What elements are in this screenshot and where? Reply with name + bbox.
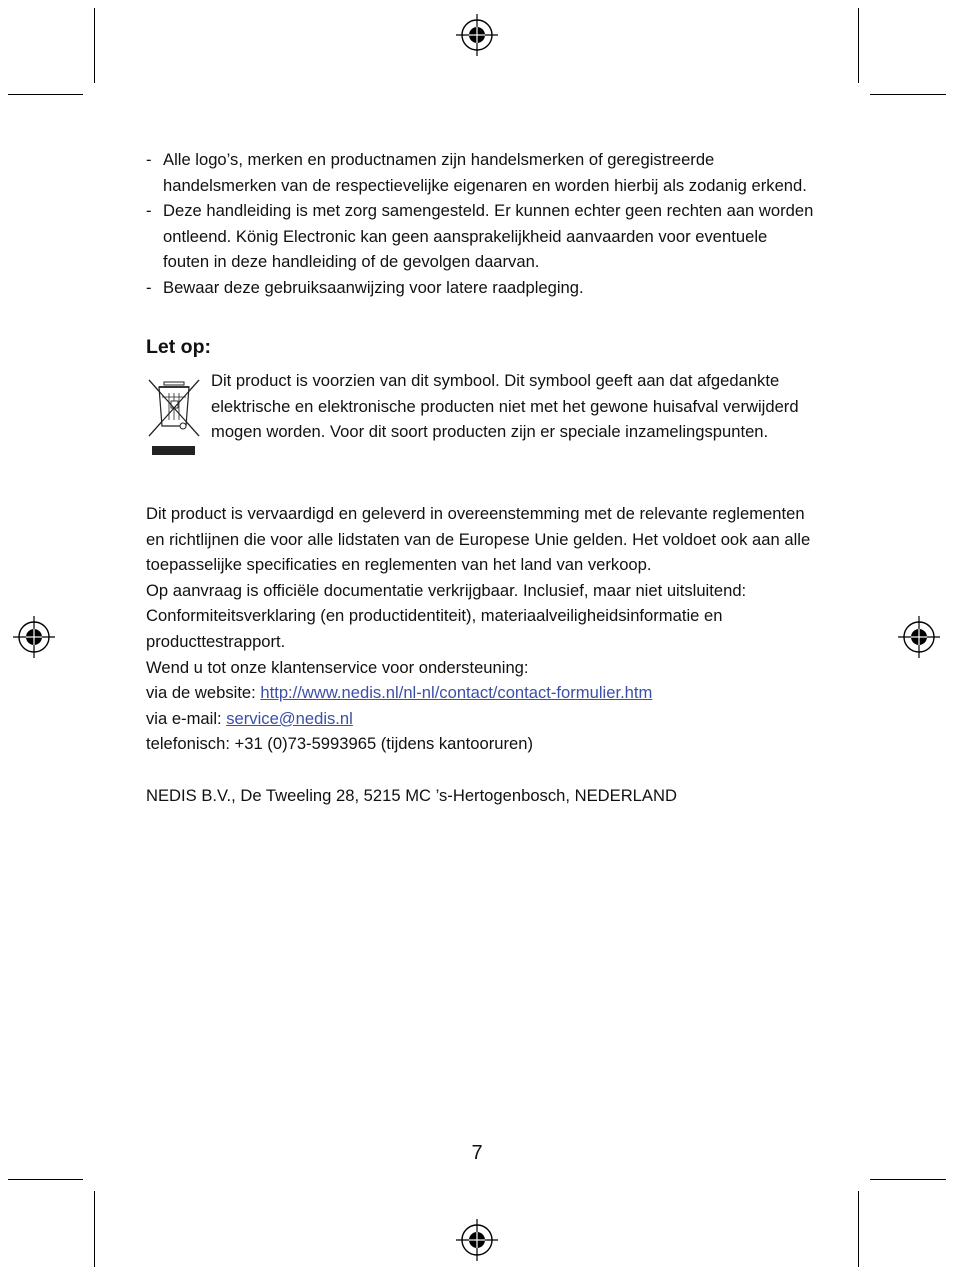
warning-heading: Let op: <box>146 336 211 358</box>
disclaimer-list <box>146 147 816 301</box>
list-item <box>146 275 816 301</box>
support-intro: Wend u tot onze klantenservice voor ondersteuning: <box>146 657 529 677</box>
crop-mark <box>94 8 95 83</box>
crop-mark <box>94 1191 95 1267</box>
documentation-paragraph: Op aanvraag is officiële documentatie verkrijgbaar. Inclusief, maar niet uitsluitend: Conformiteitsverklaring (en productidentiteit), materiaalveiligheidsinformatie en producttestrapport. <box>146 580 747 651</box>
crop-mark <box>870 94 946 95</box>
bullet-dash: - <box>146 150 152 169</box>
website-label: via de website: <box>146 683 261 703</box>
registration-mark-icon <box>454 1217 500 1263</box>
registration-mark-icon <box>11 614 57 660</box>
crop-mark <box>870 1179 946 1180</box>
bullet-dash: - <box>146 277 152 297</box>
email-line <box>146 706 818 732</box>
list-item-text: Deze handleiding is met zorg samengesteld. Er kunnen echter geen rechten aan worden ontleend. König Electronic kan geen aansprakelijkheid aanvaarden voor eventuele fouten in deze handleiding of de gevolgen daarvan. <box>163 201 814 272</box>
crop-mark <box>8 94 83 95</box>
website-link[interactable]: http://www.nedis.nl/nl-nl/contact/contact-formulier.htm <box>260 683 653 703</box>
list-item-text: Bewaar deze gebruiksaanwijzing voor latere raadpleging. <box>163 277 584 297</box>
crossed-out-wheelie-bin-icon <box>147 376 201 458</box>
website-line <box>146 680 818 706</box>
weee-notice: Dit product is voorzien van dit symbool. Dit symbool geeft aan dat afgedankte elektrische en elektronische producten niet met het gewone huisafval verwijderd mogen worden. Voor dit soort producten zijn er speciale inzamelingspunten. <box>211 371 799 442</box>
compliance-section <box>146 501 818 808</box>
page-number: 7 <box>471 1142 483 1164</box>
company-address: NEDIS B.V., De Tweeling 28, 5215 MC ’s-Hertogenbosch, NEDERLAND <box>146 785 677 805</box>
list-item <box>146 198 816 275</box>
crop-mark <box>8 1179 83 1180</box>
registration-mark-icon <box>896 614 942 660</box>
list-item-text: Alle logo’s, merken en productnamen zijn handelsmerken of geregistreerde handelsmerken van de respectievelijke eigenaren en worden hierbij als zodanig erkend. <box>163 150 807 195</box>
email-label: via e-mail: <box>146 708 227 728</box>
crop-mark <box>858 1191 859 1267</box>
crop-mark <box>858 8 859 83</box>
phone-line: telefonisch: +31 (0)73-5993965 (tijdens kantooruren) <box>146 734 533 754</box>
email-link[interactable]: service@nedis.nl <box>226 708 353 728</box>
compliance-paragraph: Dit product is vervaardigd en geleverd in overeenstemming met de relevante reglementen en richtlijnen die voor alle lidstaten van de Europese Unie gelden. Het voldoet ook aan alle toepasselijke specificaties en reglementen van het land van verkoop. <box>146 504 811 575</box>
registration-mark-icon <box>454 12 500 58</box>
bullet-dash: - <box>146 201 152 221</box>
list-item <box>146 147 816 198</box>
spacer <box>146 757 818 783</box>
